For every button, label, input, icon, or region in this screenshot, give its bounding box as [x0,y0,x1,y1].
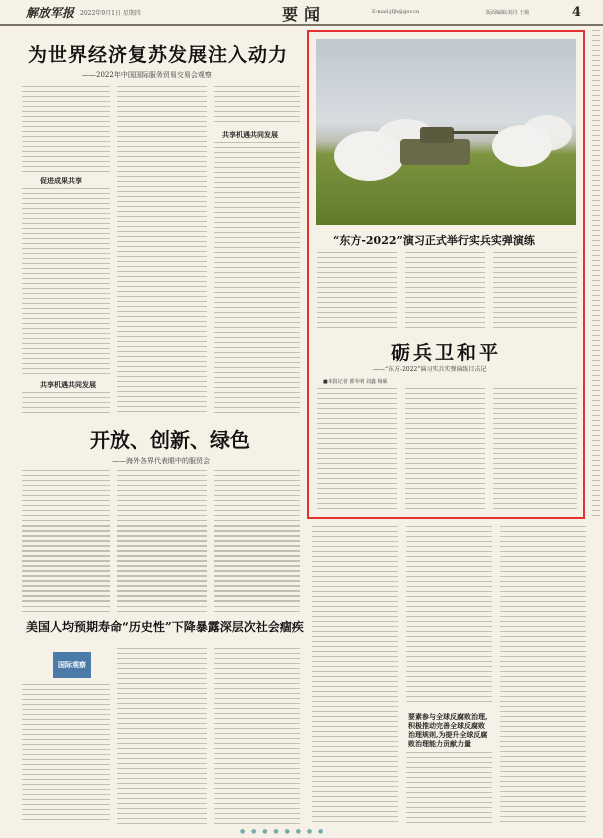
smoke-cloud [522,115,572,151]
feature-subtitle: ——“东方-2022”演习实兵实弹演练目击记 [373,366,487,373]
feature-text-block-1 [317,252,397,332]
lower-column-4 [312,526,398,826]
lower-column-5 [406,526,492,706]
feature-text-block-5 [405,388,485,512]
feature-title: 砺兵卫和平 [391,342,502,364]
bottom-column-3 [214,648,300,824]
second-subtitle: ——海外各界代表眼中的服贸会 [112,457,210,465]
lower-column-2 [117,526,207,612]
section-title: 要闻 [282,5,327,24]
contact-email: E-mail:jfjb@gov.cn [372,9,420,15]
bottom-column-1 [22,684,110,824]
lead-body-column-1a [22,86,110,172]
issue-date: 2022年9月1日 星期四 [80,10,141,17]
exercise-photo [316,39,576,225]
feature-text-block-3 [493,252,577,332]
lower-column-1 [22,526,110,612]
bottom-column-2 [117,648,207,824]
newspaper-logo: 解放军报 [26,6,75,20]
lower-column-6 [500,526,586,826]
lead-subhead-2: 共享机遇共同发展 [40,380,96,389]
tank-turret [420,127,454,143]
page-number: 4 [572,5,582,20]
feature-text-block-2 [405,252,485,332]
lead-body-column-2 [117,86,207,414]
bottom-headline: 美国人均预期寿命“历史性”下降暴露深层次社会痼疾 [26,620,304,634]
masthead [0,0,603,26]
side-callout: 要素参与全球反腐败治理,积极推动完善全球反腐败治理规则,为提升全球反腐败治理能力贡献力量 [408,712,488,748]
lead-body-column-1c [22,392,110,414]
tank-barrel [452,131,498,134]
right-edge-column [592,30,600,519]
highlighted-feature-article [307,30,585,519]
feature-byline: ■本报记者 郭冬明 刘鑫 杨硕 [323,379,388,385]
second-headline: 开放、创新、绿色 [90,428,250,452]
lower-column-5b [406,752,492,826]
feature-photo-headline: “东方-2022”演习正式举行实兵实弹演练 [333,234,535,247]
lead-body-column-1b [22,188,110,374]
lead-subhead-1: 促进成果共享 [40,176,82,185]
lead-subtitle: ——2022年中国国际服务贸易交易会观察 [82,71,212,79]
lead-body-column-3b [214,142,300,414]
footer-dots: ● ● ● ● ● ● ● ● [240,828,326,835]
lower-column-3 [214,526,300,612]
lead-headline: 为世界经济复苏发展注入动力 [28,44,289,66]
feature-text-block-6 [493,388,577,512]
page-editor: 版面编辑/刘丹 王敏 [486,10,530,16]
column-label: 国际观察 [58,660,86,669]
lead-body-column-3a [214,86,300,126]
lead-subhead-3: 共享机遇共同发展 [222,130,278,139]
feature-text-block-4 [317,388,397,512]
